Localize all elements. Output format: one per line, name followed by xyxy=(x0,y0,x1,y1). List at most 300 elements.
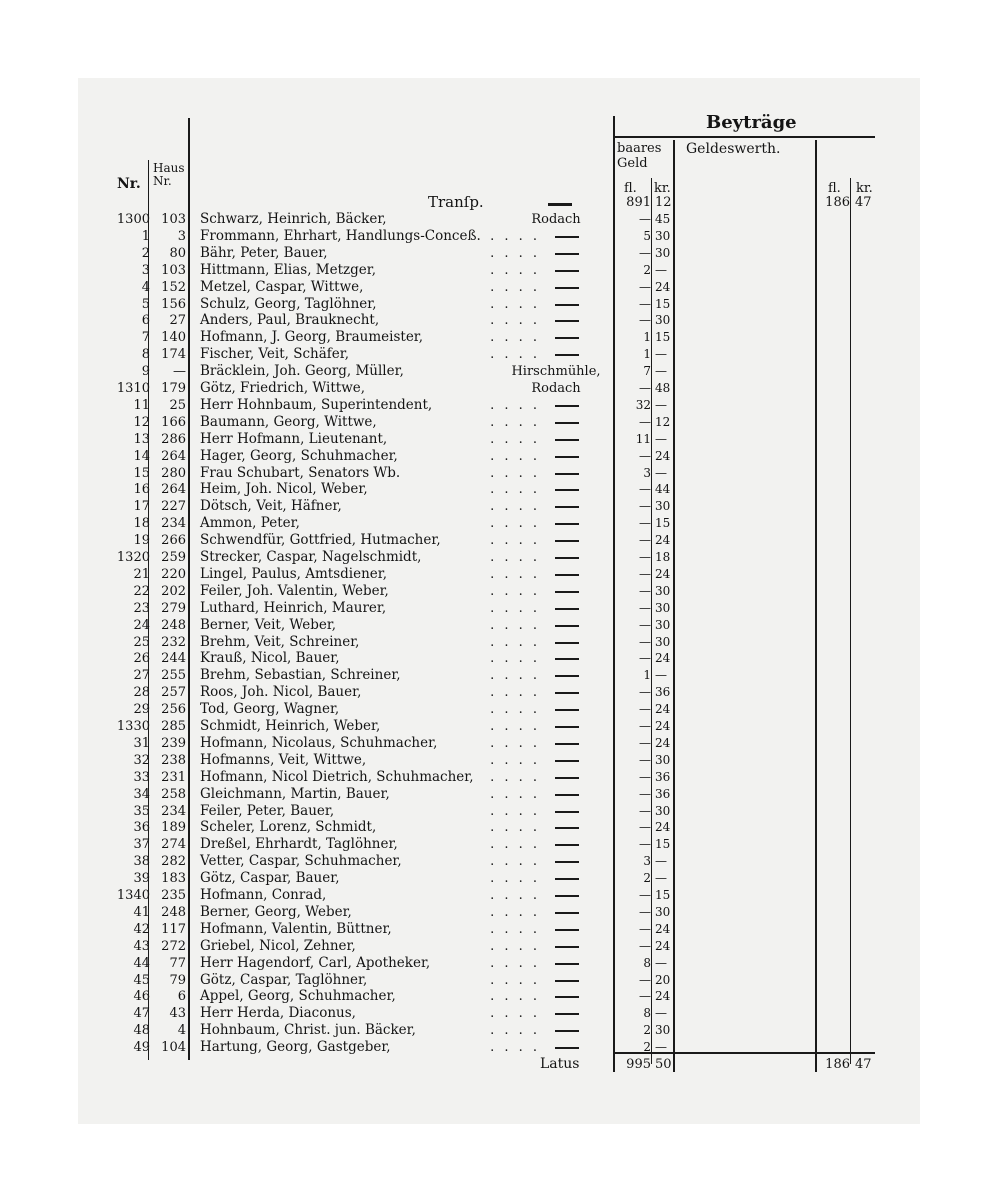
row-kr: 15 xyxy=(655,516,671,531)
row-name: Schmidt, Heinrich, Weber, xyxy=(200,718,381,734)
row-fl: — xyxy=(639,212,651,226)
row-nr: 26 xyxy=(133,651,150,667)
row-nr: 15 xyxy=(133,465,150,481)
row-dash xyxy=(555,675,579,677)
latus-fl2: 186 xyxy=(825,1057,850,1072)
row-kr: — xyxy=(655,955,667,970)
row-haus-nr: 248 xyxy=(161,617,186,633)
row-haus-nr: 6 xyxy=(177,989,186,1005)
row-name: Hofmann, Conrad, xyxy=(200,887,327,903)
leader-dots: . . . . xyxy=(490,854,540,870)
row-dash xyxy=(555,354,579,356)
row-dash xyxy=(555,625,579,627)
row-nr: 27 xyxy=(133,668,150,684)
row-name: Hofmann, Valentin, Büttner, xyxy=(200,920,392,937)
row-nr: 2 xyxy=(141,245,150,261)
row-dash xyxy=(555,574,579,576)
row-fl: 2 xyxy=(643,1040,651,1055)
row-kr: 24 xyxy=(655,702,671,717)
row-fl: 11 xyxy=(635,431,651,446)
row-name: Feiler, Peter, Bauer, xyxy=(200,802,335,819)
row-haus-nr: 266 xyxy=(161,533,186,549)
row-name: Bähr, Peter, Bauer, xyxy=(200,244,328,261)
row-dash xyxy=(555,236,579,238)
row-dash xyxy=(555,996,579,998)
row-nr: 43 xyxy=(133,938,150,954)
latus-label: Latus xyxy=(540,1056,580,1072)
row-fl: 1 xyxy=(643,347,651,362)
leader-dots: . . . . xyxy=(490,1040,540,1056)
table-row xyxy=(0,262,1000,279)
header-geldeswerth: Geldeswerth. xyxy=(686,141,781,157)
row-fl: 1 xyxy=(643,330,651,345)
row-dash xyxy=(555,980,579,982)
table-row xyxy=(0,1022,1000,1039)
row-name: Fischer, Veit, Schäfer, xyxy=(200,346,350,363)
row-fl: — xyxy=(639,702,651,717)
row-haus-nr: 220 xyxy=(161,566,186,582)
row-dash xyxy=(555,591,579,593)
leader-dots: . . . . xyxy=(490,921,540,937)
row-fl: — xyxy=(639,634,651,649)
row-haus-nr: 264 xyxy=(161,482,186,498)
row-name: Tod, Georg, Wagner, xyxy=(200,701,340,718)
leader-dots: . . . . xyxy=(490,482,540,498)
leader-dots: . . . . xyxy=(490,888,540,903)
row-nr: 1300 xyxy=(116,212,150,227)
latus-kr: 50 xyxy=(655,1057,672,1072)
row-nr: 41 xyxy=(133,904,150,920)
row-dash xyxy=(555,760,579,762)
row-name: Feiler, Joh. Valentin, Weber, xyxy=(200,582,389,599)
row-dash xyxy=(555,878,579,880)
row-name: Heim, Joh. Nicol, Weber, xyxy=(200,481,368,498)
row-name: Hager, Georg, Schuhmacher, xyxy=(200,447,398,464)
row-haus-nr: 280 xyxy=(161,465,186,481)
row-dash xyxy=(555,320,579,322)
row-fl: — xyxy=(639,803,651,818)
row-nr: 17 xyxy=(133,499,150,515)
row-kr: 44 xyxy=(655,482,671,497)
row-nr: 18 xyxy=(133,516,150,532)
row-dash xyxy=(555,439,579,441)
row-kr: 30 xyxy=(655,245,671,260)
row-fl: — xyxy=(639,550,651,564)
transp-kr2: 47 xyxy=(855,195,872,210)
row-haus-nr: 256 xyxy=(161,702,186,718)
row-fl: 2 xyxy=(643,262,651,277)
row-location: Hirschmühle, xyxy=(511,364,601,380)
row-fl: — xyxy=(639,313,651,328)
row-fl: — xyxy=(639,533,651,548)
row-kr: 20 xyxy=(655,972,671,987)
leader-dots: . . . . xyxy=(490,752,540,768)
row-nr: 3 xyxy=(141,262,150,278)
row-haus-nr: 25 xyxy=(169,397,186,413)
row-dash xyxy=(555,929,579,931)
leader-dots: . . . . xyxy=(490,702,540,718)
leader-dots: . . . . xyxy=(490,465,540,481)
leader-dots: . . . . xyxy=(490,550,540,565)
header-fl: fl. xyxy=(624,181,637,196)
row-fl: 8 xyxy=(643,955,651,970)
row-haus-nr: 189 xyxy=(161,820,186,836)
row-kr: 30 xyxy=(655,1023,671,1038)
leader-dots: . . . . xyxy=(490,600,540,616)
header-kr2: kr. xyxy=(856,181,873,196)
row-name: Appel, Georg, Schuhmacher, xyxy=(200,988,396,1005)
leader-dots: . . . . xyxy=(490,972,540,988)
row-fl: — xyxy=(639,279,651,294)
row-nr: 25 xyxy=(133,634,150,650)
row-dash xyxy=(555,1030,579,1032)
row-fl: — xyxy=(639,735,651,750)
leader-dots: . . . . xyxy=(490,448,540,464)
row-dash xyxy=(555,726,579,728)
row-name: Lingel, Paulus, Amtsdiener, xyxy=(200,565,388,582)
leader-dots: . . . . xyxy=(490,803,540,819)
row-kr: 15 xyxy=(655,837,671,852)
row-nr: 14 xyxy=(133,448,150,464)
row-dash xyxy=(555,523,579,525)
row-haus-nr: 3 xyxy=(177,228,186,244)
row-kr: 48 xyxy=(655,381,671,395)
row-fl: 8 xyxy=(643,1006,651,1021)
row-nr: 1340 xyxy=(116,888,150,903)
row-nr: 1 xyxy=(141,228,150,244)
row-fl: — xyxy=(639,448,651,463)
table-row xyxy=(0,803,1000,820)
table-row xyxy=(0,650,1000,667)
row-name: Bräcklein, Joh. Georg, Müller, xyxy=(200,363,404,380)
table-row xyxy=(0,481,1000,498)
row-fl: — xyxy=(639,566,651,581)
row-fl: — xyxy=(639,499,651,514)
row-fl: — xyxy=(639,516,651,531)
row-haus-nr: 282 xyxy=(161,854,186,870)
row-nr: 8 xyxy=(141,347,150,363)
leader-dots: . . . . xyxy=(490,837,540,853)
row-name: Schwarz, Heinrich, Bäcker, xyxy=(200,211,387,227)
row-dash xyxy=(555,912,579,914)
row-name: Gleichmann, Martin, Bauer, xyxy=(200,785,390,802)
row-fl: — xyxy=(639,938,651,953)
row-name: Dreßel, Ehrhardt, Taglöhner, xyxy=(200,836,398,853)
row-fl: — xyxy=(639,381,651,395)
row-haus-nr: 202 xyxy=(161,583,186,599)
row-dash xyxy=(555,608,579,610)
leader-dots: . . . . xyxy=(490,566,540,582)
row-kr: 30 xyxy=(655,634,671,649)
table-row xyxy=(0,346,1000,363)
row-haus-nr: 274 xyxy=(161,837,186,853)
row-dash xyxy=(555,692,579,694)
row-dash xyxy=(555,811,579,813)
row-kr: 24 xyxy=(655,938,671,953)
row-name: Metzel, Caspar, Wittwe, xyxy=(200,278,364,295)
row-dash xyxy=(555,270,579,272)
row-location: Rodach xyxy=(531,381,581,396)
row-nr: 1320 xyxy=(116,550,150,565)
row-kr: — xyxy=(655,1040,667,1055)
row-fl: — xyxy=(639,719,651,733)
row-kr: 24 xyxy=(655,651,671,666)
leader-dots: . . . . xyxy=(490,431,540,447)
row-dash xyxy=(555,253,579,255)
row-name: Hittmann, Elias, Metzger, xyxy=(200,261,377,278)
row-fl: 2 xyxy=(643,871,651,886)
row-nr: 39 xyxy=(133,871,150,887)
row-name: Berner, Veit, Weber, xyxy=(200,616,337,633)
header-beytraege: Beyträge xyxy=(706,112,797,133)
table-row xyxy=(0,498,1000,515)
row-name: Scheler, Lorenz, Schmidt, xyxy=(200,819,377,836)
row-kr: 24 xyxy=(655,448,671,463)
table-row xyxy=(0,211,1000,228)
table-row xyxy=(0,228,1000,245)
row-haus-nr: 152 xyxy=(161,279,186,295)
leader-dots: . . . . xyxy=(490,668,540,684)
table-row xyxy=(0,617,1000,634)
latus-kr2: 47 xyxy=(855,1057,872,1072)
table-row xyxy=(0,600,1000,617)
row-kr: 24 xyxy=(655,735,671,750)
row-nr: 16 xyxy=(133,482,150,498)
row-fl: — xyxy=(639,296,651,311)
row-nr: 31 xyxy=(133,735,150,751)
row-haus-nr: 248 xyxy=(161,904,186,920)
row-kr: 45 xyxy=(655,212,671,226)
row-haus-nr: 183 xyxy=(161,871,186,887)
leader-dots: . . . . xyxy=(490,989,540,1005)
row-dash xyxy=(555,777,579,779)
row-fl: — xyxy=(639,820,651,835)
table-row xyxy=(0,448,1000,465)
row-kr: 36 xyxy=(655,685,671,700)
row-nr: 1310 xyxy=(116,381,150,396)
table-row xyxy=(0,245,1000,262)
table-row xyxy=(0,887,1000,904)
row-name: Götz, Friedrich, Wittwe, xyxy=(200,380,366,396)
row-name: Hofmanns, Veit, Wittwe, xyxy=(200,751,367,768)
row-haus-nr: 4 xyxy=(177,1023,186,1039)
row-name: Hohnbaum, Christ. jun. Bäcker, xyxy=(200,1022,416,1039)
row-kr: — xyxy=(655,262,667,277)
leader-dots: . . . . xyxy=(490,262,540,278)
row-nr: 13 xyxy=(133,431,150,447)
row-nr: 11 xyxy=(133,397,150,413)
row-name: Hofmann, Nicolaus, Schuhmacher, xyxy=(200,734,438,751)
row-location: Rodach xyxy=(531,212,581,227)
row-kr: 30 xyxy=(655,499,671,514)
table-row xyxy=(0,988,1000,1005)
row-name: Schwendfür, Gottfried, Hutmacher, xyxy=(200,532,441,549)
row-nr: 37 xyxy=(133,837,150,853)
row-fl: 2 xyxy=(643,1023,651,1038)
row-nr: 23 xyxy=(133,600,150,616)
row-kr: — xyxy=(655,431,667,446)
header-baares-geld-text: baares Geld xyxy=(617,141,662,171)
row-name: Dötsch, Veit, Häfner, xyxy=(200,498,342,515)
table-row xyxy=(0,667,1000,684)
row-fl: — xyxy=(639,685,651,700)
table-row xyxy=(0,836,1000,853)
row-haus-nr: 77 xyxy=(169,955,186,971)
row-kr: 24 xyxy=(655,820,671,835)
row-nr: 48 xyxy=(133,1023,150,1039)
row-haus-nr: 285 xyxy=(161,719,186,734)
row-kr: 15 xyxy=(655,888,671,902)
row-name: Frommann, Ehrhart, Handlungs-Conceß. xyxy=(200,227,481,244)
table-row xyxy=(0,465,1000,482)
leader-dots: . . . . xyxy=(490,735,540,751)
row-dash xyxy=(555,963,579,965)
row-dash xyxy=(555,540,579,542)
leader-dots: . . . . xyxy=(490,296,540,312)
table-row xyxy=(0,718,1000,735)
row-haus-nr: 140 xyxy=(161,330,186,346)
table-row xyxy=(0,634,1000,651)
row-haus-nr: 255 xyxy=(161,668,186,684)
leader-dots: . . . . xyxy=(490,820,540,836)
row-nr: 34 xyxy=(133,786,150,802)
row-name: Ammon, Peter, xyxy=(200,515,300,532)
row-kr: 24 xyxy=(655,533,671,548)
row-nr: 1330 xyxy=(116,719,150,734)
row-kr: 24 xyxy=(655,566,671,581)
row-fl: — xyxy=(639,786,651,801)
row-nr: 5 xyxy=(141,296,150,312)
row-kr: 36 xyxy=(655,769,671,784)
row-kr: 12 xyxy=(655,414,671,429)
row-dash xyxy=(555,895,579,897)
row-fl: 5 xyxy=(643,228,651,243)
header-kr: kr. xyxy=(654,181,671,196)
leader-dots: . . . . xyxy=(490,347,540,363)
row-dash xyxy=(555,337,579,339)
row-name: Frau Schubart, Senators Wb. xyxy=(200,464,401,481)
table-row xyxy=(0,329,1000,346)
row-haus-nr: 235 xyxy=(161,888,186,903)
leader-dots: . . . . xyxy=(490,533,540,549)
row-nr: 38 xyxy=(133,854,150,870)
row-fl: — xyxy=(639,888,651,902)
row-name: Brehm, Sebastian, Schreiner, xyxy=(200,667,401,684)
row-dash xyxy=(555,506,579,508)
row-haus-nr: 264 xyxy=(161,448,186,464)
row-dash xyxy=(555,794,579,796)
table-row xyxy=(0,904,1000,921)
row-name: Schulz, Georg, Taglöhner, xyxy=(200,295,377,312)
row-dash xyxy=(555,557,579,559)
row-nr: 45 xyxy=(133,972,150,988)
table-row xyxy=(0,1005,1000,1022)
table-row xyxy=(0,312,1000,329)
row-name: Götz, Caspar, Taglöhner, xyxy=(200,971,368,988)
row-nr: 36 xyxy=(133,820,150,836)
row-nr: 22 xyxy=(133,583,150,599)
row-nr: 47 xyxy=(133,1006,150,1022)
table-row xyxy=(0,769,1000,786)
row-kr: 15 xyxy=(655,330,671,345)
row-dash xyxy=(555,473,579,475)
table-row xyxy=(0,938,1000,955)
row-dash xyxy=(555,861,579,863)
row-name: Herr Hohnbaum, Superintendent, xyxy=(200,396,433,413)
leader-dots: . . . . xyxy=(490,228,540,244)
row-name: Krauß, Nicol, Bauer, xyxy=(200,650,340,667)
header-nr: Nr. xyxy=(117,176,141,192)
table-row xyxy=(0,853,1000,870)
row-name: Anders, Paul, Brauknecht, xyxy=(200,312,380,329)
table-row xyxy=(0,786,1000,803)
latus-fl: 995 xyxy=(626,1057,651,1072)
row-dash xyxy=(555,304,579,306)
row-dash xyxy=(555,422,579,424)
row-fl: — xyxy=(639,972,651,987)
row-nr: 4 xyxy=(141,279,150,295)
table-row xyxy=(0,532,1000,549)
table-row xyxy=(0,515,1000,532)
row-dash xyxy=(555,844,579,846)
row-nr: 32 xyxy=(133,752,150,768)
row-nr: 35 xyxy=(133,803,150,819)
leader-dots: . . . . xyxy=(490,617,540,633)
row-dash xyxy=(555,405,579,407)
table-row xyxy=(0,921,1000,938)
row-nr: 9 xyxy=(141,364,150,380)
row-haus-nr: 43 xyxy=(169,1006,186,1022)
row-kr: — xyxy=(655,347,667,362)
row-fl: — xyxy=(639,769,651,784)
leader-dots: . . . . xyxy=(490,955,540,971)
row-haus-nr: 286 xyxy=(161,431,186,447)
table-row xyxy=(0,566,1000,583)
header-haus-text: Haus Nr. xyxy=(153,161,185,188)
row-haus-nr: 156 xyxy=(161,296,186,312)
row-kr: 24 xyxy=(655,719,671,733)
row-name: Hofmann, J. Georg, Braumeister, xyxy=(200,329,424,346)
row-kr: 30 xyxy=(655,313,671,328)
row-dash xyxy=(555,489,579,491)
row-name: Herr Herda, Diaconus, xyxy=(200,1005,356,1022)
table-row xyxy=(0,972,1000,989)
row-fl: — xyxy=(639,651,651,666)
row-kr: 15 xyxy=(655,296,671,311)
row-haus-nr: 117 xyxy=(161,921,186,937)
leader-dots: . . . . xyxy=(490,313,540,329)
row-nr: 28 xyxy=(133,685,150,701)
row-haus-nr: 104 xyxy=(161,1040,186,1056)
table-row xyxy=(0,549,1000,566)
row-name: Herr Hofmann, Lieutenant, xyxy=(200,430,388,447)
row-haus-nr: 232 xyxy=(161,634,186,650)
table-row xyxy=(0,363,1000,380)
row-dash xyxy=(555,743,579,745)
row-kr: 30 xyxy=(655,904,671,919)
leader-dots: . . . . xyxy=(490,904,540,920)
table-row xyxy=(0,583,1000,600)
row-kr: 24 xyxy=(655,921,671,936)
row-fl: — xyxy=(639,414,651,429)
row-fl: 32 xyxy=(635,397,651,412)
row-name: Griebel, Nicol, Zehner, xyxy=(200,937,356,954)
row-haus-nr: 227 xyxy=(161,499,186,515)
row-kr: 30 xyxy=(655,803,671,818)
row-haus-nr: 244 xyxy=(161,651,186,667)
table-row xyxy=(0,752,1000,769)
row-kr: 30 xyxy=(655,228,671,243)
